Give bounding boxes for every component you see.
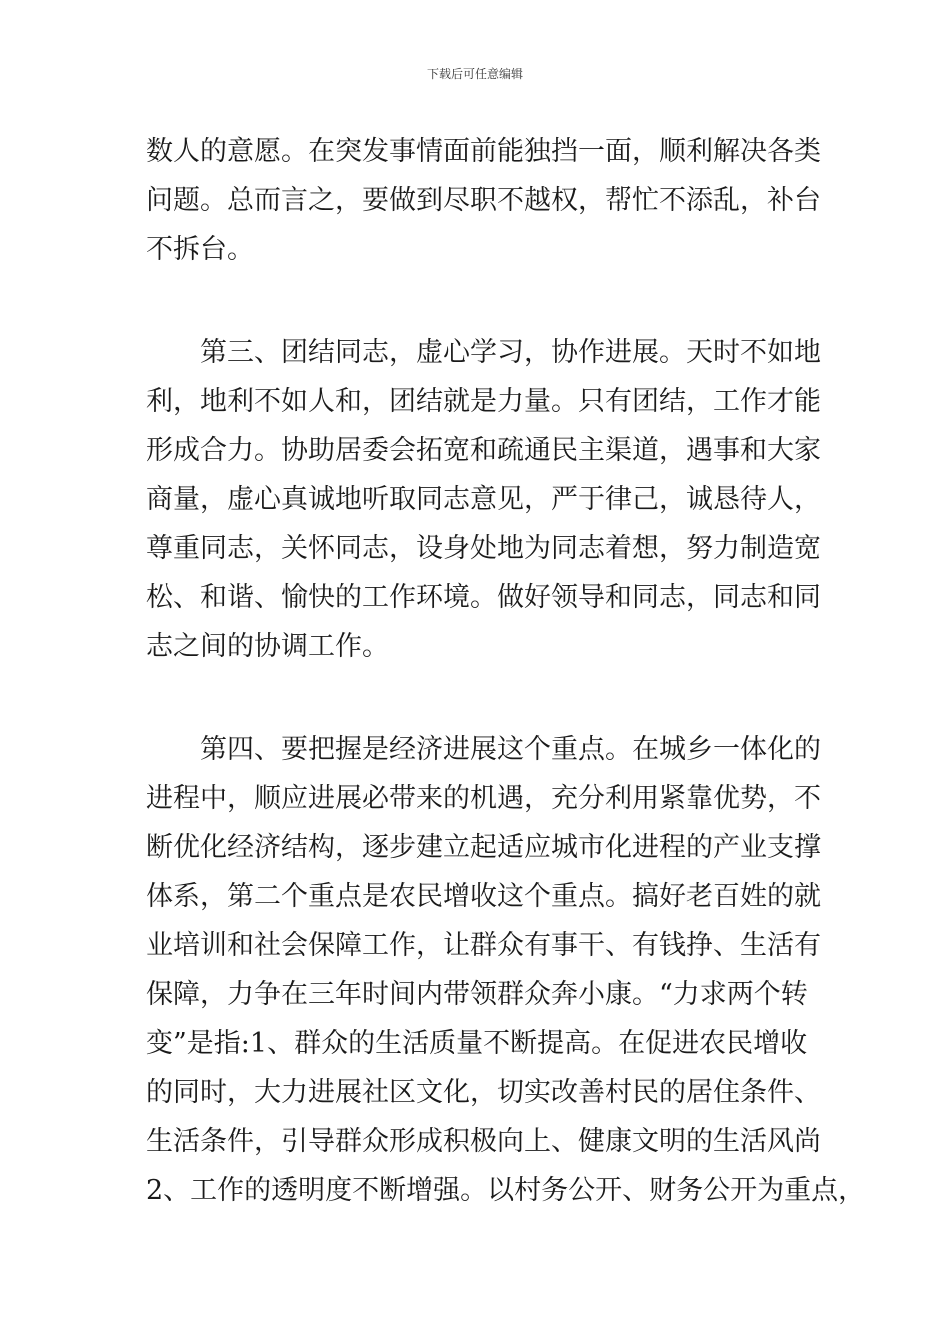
text-line: 保障，力争在三年时间内带领群众奔小康。“力求两个转 [146, 979, 808, 1010]
text-line: 数人的意愿。在突发事情面前能独挡一面，顺利解决各类 [146, 136, 821, 167]
text-line: 生活条件，引导群众形成积极向上、健康文明的生活风尚 [146, 1126, 821, 1157]
text-line: 第四、要把握是经济进展这个重点。在城乡一体化的 [146, 734, 821, 765]
text-line: 商量，虚心真诚地听取同志意见，严于律己，诚恳待人， [146, 484, 821, 515]
text-line: 形成合力。协助居委会拓宽和疏通民主渠道，遇事和大家 [146, 435, 821, 466]
page-header-note: 下载后可任意编辑 [426, 67, 523, 81]
text-line: 不拆台。 [146, 234, 254, 265]
text-line: 体系，第二个重点是农民增收这个重点。搞好老百姓的就 [146, 881, 821, 912]
text-line: 2、工作的透明度不断增强。以村务公开、财务公开为重点， [146, 1175, 866, 1206]
paragraph-3 [146, 725, 866, 1215]
text-line: 问题。总而言之，要做到尽职不越权，帮忙不添乱，补台 [146, 185, 821, 216]
text-line: 业培训和社会保障工作，让群众有事干、有钱挣、生活有 [146, 930, 821, 961]
text-line: 利，地利不如人和，团结就是力量。只有团结，工作才能 [146, 386, 821, 417]
text-line: 进程中，顺应进展必带来的机遇，充分利用紧靠优势，不 [146, 783, 821, 814]
document-body [146, 127, 866, 1215]
text-line: 断优化经济结构，逐步建立起适应城市化进程的产业支撑 [146, 832, 821, 863]
text-line: 变”是指:1、群众的生活质量不断提高。在促进农民增收 [146, 1028, 808, 1059]
text-line: 志之间的协调工作。 [146, 631, 389, 662]
text-line: 的同时，大力进展社区文化，切实改善村民的居住条件、 [146, 1077, 821, 1108]
text-line: 第三、团结同志，虚心学习，协作进展。天时不如地 [146, 337, 821, 368]
paragraph-spacer [146, 274, 826, 328]
text-line: 尊重同志，关怀同志，设身处地为同志着想，努力制造宽 [146, 533, 821, 564]
text-line: 松、和谐、愉快的工作环境。做好领导和同志，同志和同 [146, 582, 821, 613]
paragraph-1 [146, 127, 826, 274]
paragraph-spacer [146, 671, 826, 725]
paragraph-2 [146, 328, 826, 671]
